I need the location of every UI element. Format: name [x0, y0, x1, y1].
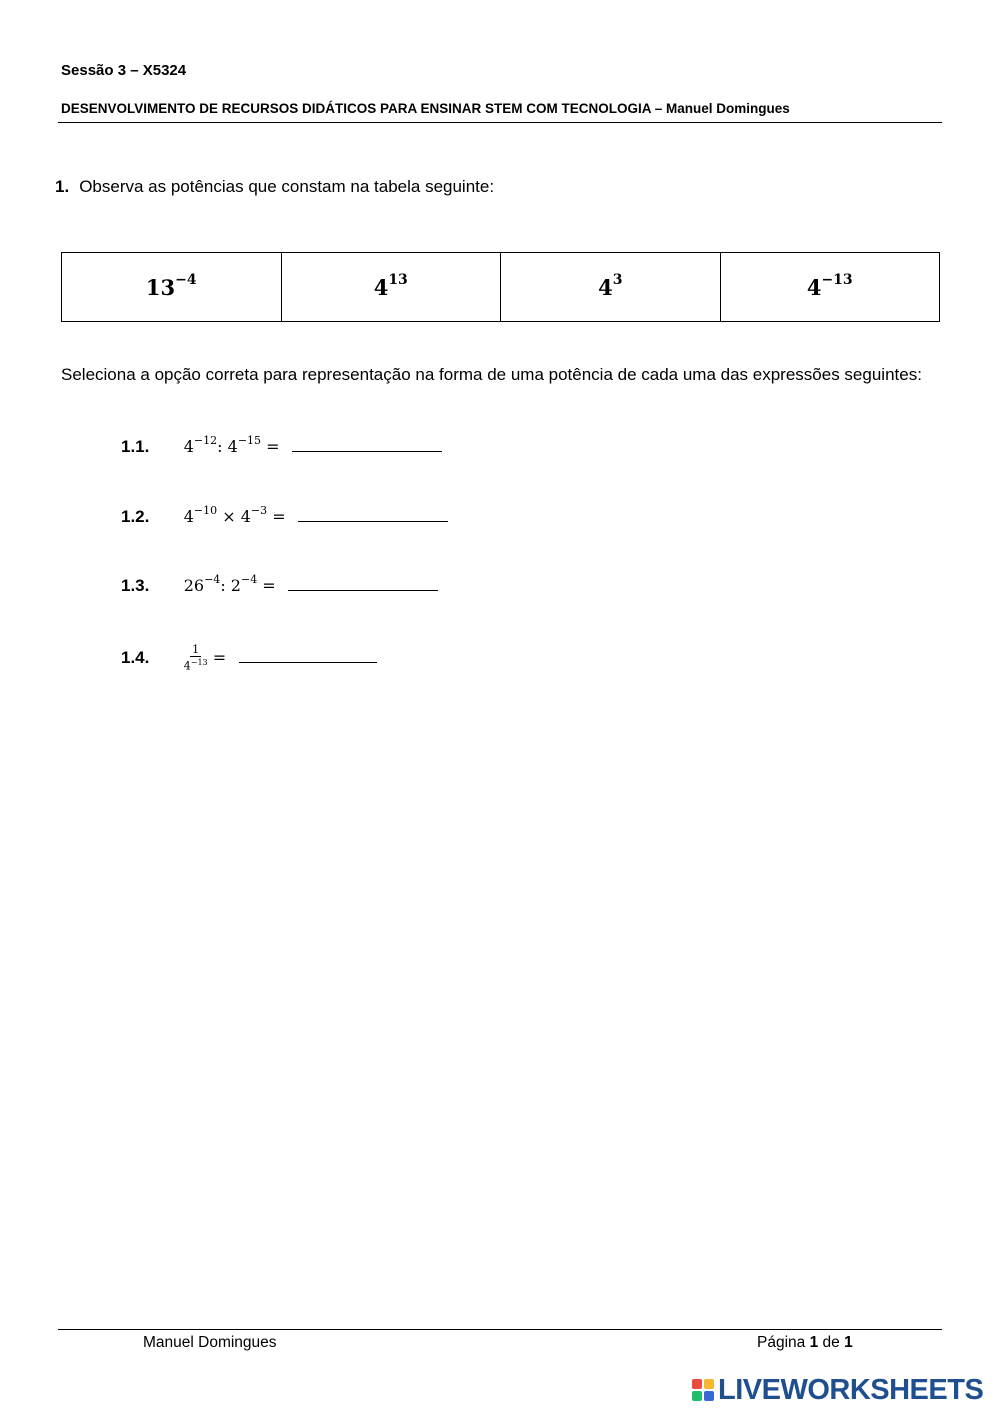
answer-blank[interactable]	[292, 437, 442, 452]
page-number: Página 1 de 1	[757, 1334, 853, 1351]
exercise-item-1-1	[121, 436, 442, 457]
item-expression: $4^{-12}$: $4^{-15}$ =	[183, 434, 280, 457]
exercise-item-1-3	[121, 575, 438, 596]
power-exponent: 3	[612, 271, 623, 288]
liveworksheets-logo[interactable]	[692, 1374, 983, 1406]
power-base: 4	[373, 274, 389, 300]
header-divider	[58, 122, 942, 123]
question-text: Observa as potências que constam na tabela seguinte:	[79, 177, 495, 196]
question-1	[55, 177, 494, 197]
item-expression: $4^{-10} \times 4^{-3}$ =	[183, 504, 286, 527]
powers-table	[61, 252, 940, 322]
power-cell	[62, 253, 282, 322]
footer-author: Manuel Domingues	[143, 1334, 277, 1351]
power-cell	[720, 253, 940, 322]
power-base: 13	[145, 274, 176, 300]
item-fraction: $\frac{1}{4^{-13}}$	[183, 643, 208, 673]
power-exponent: −13	[821, 271, 853, 288]
question-number: 1.	[55, 177, 70, 196]
answer-blank[interactable]	[288, 576, 438, 591]
answer-blank[interactable]	[298, 507, 448, 522]
item-label: 1.4.	[121, 647, 150, 667]
brand-name: LIVEWORKSHEETS	[718, 1373, 984, 1406]
power-exponent: 13	[388, 271, 408, 288]
item-label: 1.2.	[121, 507, 150, 527]
course-title: DESENVOLVIMENTO DE RECURSOS DIDÁTICOS PARA ENSINAR STEM COM TECNOLOGIA – Manuel Domingues	[61, 101, 790, 116]
exercise-item-1-4: 1.4. $\frac{1}{4^{-13}}$ =	[121, 644, 377, 673]
item-label: 1.3.	[121, 576, 150, 596]
item-label: 1.1.	[121, 437, 150, 457]
exercise-item-1-2	[121, 506, 448, 527]
instruction-text: Seleciona a opção correta para representação na forma de uma potência de cada uma das expressões seguintes:	[61, 365, 922, 384]
answer-blank[interactable]	[239, 648, 377, 663]
power-base: 4	[598, 274, 613, 300]
power-cell	[501, 253, 721, 322]
liveworksheets-logo-icon	[692, 1379, 714, 1401]
footer-divider	[58, 1329, 942, 1330]
power-base: 4	[806, 274, 822, 300]
session-title: Sessão 3 – X5324	[61, 62, 187, 79]
power-cell	[281, 253, 501, 322]
item-expression: $26^{-4}$: $2^{-4}$ =	[183, 573, 276, 596]
power-exponent: −4	[175, 271, 197, 288]
